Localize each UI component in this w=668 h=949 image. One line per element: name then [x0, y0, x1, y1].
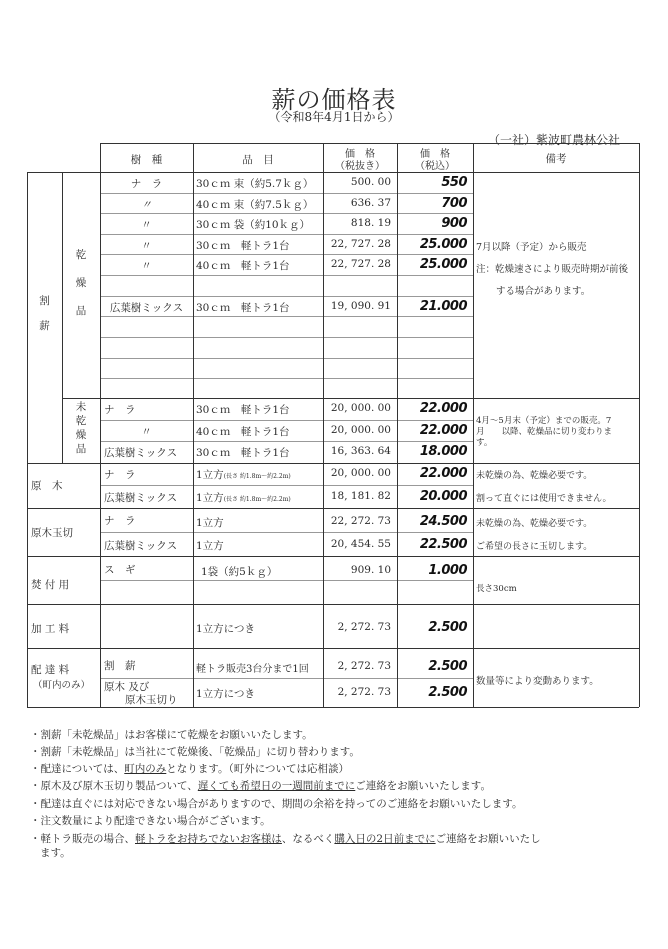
table-border-bottom — [27, 707, 639, 708]
cell-item: 1立方につき — [196, 623, 255, 635]
section-haitatsu-sub: （町内のみ） — [33, 680, 91, 691]
haitatsu-remark: 数量等により変動あります。 — [476, 676, 599, 687]
cell-species: 〃 — [141, 240, 152, 252]
section-divider — [27, 648, 639, 649]
note-text: ・割薪「未乾燥品」は当社にて乾燥後、「乾燥品」に切り替わります。 — [30, 746, 360, 758]
note-item — [30, 778, 491, 793]
cell-price-in: 2.500 — [428, 620, 467, 635]
cell-price-ex: 2, 272. 73 — [337, 660, 391, 672]
note-text: となります。（町外については応相談） — [166, 763, 349, 775]
row-line — [100, 678, 473, 679]
section-divider — [27, 508, 639, 509]
row-line — [100, 441, 473, 442]
section-undried-3: 燥 — [75, 429, 87, 441]
cell-price-in: 18.000 — [419, 444, 467, 459]
cell-price-ex: 22, 727. 28 — [330, 238, 391, 250]
cell-price-in: 2.500 — [428, 659, 467, 674]
undried-remark-2: 月 以降、乾燥品に切り変わりま — [476, 427, 613, 437]
cell-item: 40ｃｍ 軽トラ1台 — [196, 260, 290, 272]
cell-price-in: 900 — [441, 216, 467, 231]
note-text: ・原木及び原木玉切り製品ついて、 — [30, 780, 198, 792]
header-price-ex-1: 価 格 — [345, 149, 375, 160]
cell-item — [196, 490, 291, 505]
row-line — [100, 358, 473, 359]
note-item — [30, 796, 522, 811]
section-haitatsu: 配 達 料 — [31, 664, 70, 676]
row-line — [100, 532, 473, 533]
cell-price-in: 21.000 — [419, 299, 467, 314]
cell-price-ex: 16, 363. 64 — [330, 445, 391, 457]
cell-price-ex: 20, 000. 00 — [330, 402, 391, 414]
cell-item: 30ｃｍ 軽トラ1台 — [196, 404, 290, 416]
cell-price-ex: 2, 272. 73 — [337, 686, 391, 698]
section-undried-2: 乾 — [75, 415, 87, 427]
col-line — [473, 143, 474, 707]
cell-remark: 長さ30cm — [476, 584, 517, 594]
cell-item: 1袋（約5ｋｇ） — [201, 566, 278, 578]
cell-price-ex: 20, 454. 55 — [330, 538, 391, 550]
cell-species: ナ ラ — [104, 469, 136, 481]
section-divider — [27, 463, 639, 464]
cell-remark: 割って直ぐには使用できません。 — [476, 494, 612, 504]
table-border-left — [27, 172, 28, 707]
cell-price-in: 700 — [441, 196, 467, 211]
row-line — [100, 193, 473, 194]
dry-undried-divider — [62, 398, 639, 399]
cell-price-in: 550 — [441, 175, 467, 190]
cell-price-ex: 22, 727. 28 — [330, 258, 391, 270]
cell-item: 1立方 — [196, 540, 224, 552]
header-bottom-line — [27, 172, 639, 173]
cell-price-ex: 909. 10 — [350, 564, 391, 576]
note-underline: 軽トラをお持ちでないお客様は — [135, 833, 282, 845]
section-wari-2: 薪 — [39, 320, 50, 332]
cell-item-note: (長さ 約1.8m～約2.2m) — [223, 473, 291, 480]
section-kakou: 加 工 料 — [31, 623, 70, 635]
cell-price-in: 1.000 — [428, 563, 467, 578]
cell-species: 〃 — [141, 260, 152, 272]
note-text: ・割薪「未乾燥品」はお客様にて乾燥をお願いいたします。 — [30, 729, 313, 741]
cell-item: 軽トラ販売3台分まで1回 — [196, 664, 309, 675]
section-divider — [27, 604, 639, 605]
row-line — [100, 378, 473, 379]
cell-remark: 未乾燥の為、乾燥必要です。 — [476, 519, 593, 529]
row-line — [100, 316, 473, 317]
note-text: ・配達については、 — [30, 763, 125, 775]
section-takitsuke: 焚 付 用 — [31, 579, 70, 591]
row-line — [100, 213, 473, 214]
row-line — [100, 275, 473, 276]
page-subtitle: （令和8年4月1日から） — [268, 110, 400, 124]
cell-item-note: (長さ 約1.8m～約2.2m) — [223, 496, 291, 503]
organization-name: （一社）紫波町農林公社 — [488, 133, 621, 147]
cell-price-in: 24.500 — [419, 514, 467, 529]
note-text: ・配達は直ぐには対応できない場合がありますので、期間の余裕を持ってのご連絡をお願いいたします。 — [30, 798, 523, 810]
cell-price-ex: 20, 000. 00 — [330, 424, 391, 436]
cell-item: 1立方 — [196, 517, 224, 529]
cell-species-line2: 原木玉切り — [125, 694, 178, 706]
note-item — [30, 813, 271, 828]
cell-price-in: 22.500 — [419, 537, 467, 552]
cell-item: 40ｃｍ 束（約7.5ｋｇ） — [196, 199, 314, 211]
cell-item: 30ｃｍ 軽トラ1台 — [196, 447, 290, 459]
note-text: ・注文数量により配達できない場合がございます。 — [30, 815, 271, 827]
header-remarks: 備考 — [545, 153, 567, 165]
cell-price-ex: 19, 090. 91 — [330, 300, 391, 312]
header-price-in-2: （税込） — [415, 161, 455, 172]
section-dry-3: 品 — [75, 305, 87, 317]
cell-price-in: 22.000 — [419, 423, 467, 438]
note-item — [30, 831, 541, 846]
cell-species: 〃 — [141, 199, 152, 211]
note-underline: 遅くても希望日の一週間前までに — [197, 780, 356, 792]
undried-remark-1: 4月～5月末（予定）までの販売。7 — [476, 416, 612, 426]
cell-item: 40ｃｍ 軽トラ1台 — [196, 426, 290, 438]
row-line — [100, 580, 473, 581]
cell-item-main: 1立方 — [196, 492, 224, 504]
cell-item: 30ｃｍ 束（約5.7ｋｇ） — [196, 178, 314, 190]
cell-item: 30ｃｍ 軽トラ1台 — [196, 240, 290, 252]
header-price-ex-2: （税抜き） — [335, 161, 385, 172]
note-underline: 購入日の2日前までに — [334, 833, 436, 845]
header-species: 樹 種 — [130, 154, 163, 166]
cell-species: 割 薪 — [104, 660, 136, 672]
row-line — [100, 420, 473, 421]
cell-species: 〃 — [141, 219, 152, 231]
note-item — [30, 727, 313, 742]
cell-price-ex: 20, 000. 00 — [330, 467, 391, 479]
section-genboku: 原 木 — [31, 480, 63, 492]
page-title: 薪の価格表 — [271, 86, 397, 114]
row-line — [100, 234, 473, 235]
cell-species: 広葉樹ミックス — [109, 302, 184, 314]
cell-price-in: 22.000 — [419, 401, 467, 416]
undried-remark-3: す。 — [476, 438, 493, 448]
cell-remark: ご希望の長さに玉切します。 — [476, 542, 593, 552]
note-text: 、なるべく — [281, 833, 335, 845]
dry-remark-3: する場合があります。 — [496, 286, 591, 297]
cell-price-ex: 22, 272. 73 — [330, 515, 391, 527]
cell-species: 広葉樹ミックス — [104, 447, 178, 459]
note-item — [30, 744, 360, 759]
cell-item: 30ｃｍ 袋（約10ｋｇ） — [196, 219, 311, 231]
row-line — [100, 296, 473, 297]
cell-species: ナ ラ — [130, 178, 163, 190]
note-text: ご連絡をお願いいたします。 — [355, 780, 491, 792]
cell-species: ナ ラ — [104, 515, 136, 527]
cell-item: 1立方につき — [196, 688, 255, 700]
cell-remark: 未乾燥の為、乾燥必要です。 — [476, 471, 593, 481]
cell-item — [196, 467, 291, 482]
cell-item: 30ｃｍ 軽トラ1台 — [196, 302, 290, 314]
cell-species: 〃 — [141, 426, 152, 438]
cell-price-ex: 818. 19 — [350, 217, 391, 229]
cell-price-in: 2.500 — [428, 685, 467, 700]
cell-species: 広葉樹ミックス — [104, 492, 178, 504]
header-item: 品 目 — [242, 154, 274, 166]
cell-species: ナ ラ — [104, 404, 136, 416]
note-underline: 町内のみ — [124, 763, 167, 775]
section-undried-1: 未 — [75, 401, 87, 413]
section-dry-2: 燥 — [75, 277, 87, 289]
header-price-in-1: 価 格 — [420, 149, 450, 160]
section-dry-1: 乾 — [75, 249, 87, 261]
note-text: ご連絡をお願いいたし — [435, 833, 541, 845]
dry-remark-1: 7月以降（予定）から販売 — [476, 242, 587, 253]
note-text: ・軽トラ販売の場合、 — [30, 833, 135, 845]
cell-species: ス ギ — [104, 564, 136, 576]
section-wari-1: 割 — [39, 295, 50, 307]
cell-price-in: 22.000 — [419, 466, 467, 481]
row-line — [100, 337, 473, 338]
dry-remark-2: 注：乾燥速さにより販売時期が前後 — [476, 264, 629, 275]
cell-price-in: 25.000 — [419, 237, 467, 252]
cell-price-ex: 2, 272. 73 — [337, 621, 391, 633]
table-border-top — [100, 143, 639, 144]
cell-price-ex: 636. 37 — [350, 197, 391, 209]
row-line — [100, 254, 473, 255]
cell-species-line1: 原木 及び — [104, 681, 150, 693]
cell-price-ex: 500. 00 — [350, 176, 391, 188]
note-item-continued: ます。 — [40, 847, 71, 859]
table-border-right — [639, 143, 640, 707]
row-line — [100, 485, 473, 486]
cell-item-main: 1立方 — [196, 469, 224, 481]
cell-price-ex: 18, 181. 82 — [330, 490, 391, 502]
cell-price-in: 20.000 — [419, 489, 467, 504]
col-line — [193, 143, 194, 707]
cell-price-in: 25.000 — [419, 257, 467, 272]
section-divider — [27, 556, 639, 557]
note-item — [30, 761, 349, 776]
cell-species: 広葉樹ミックス — [104, 540, 178, 552]
section-undried-4: 品 — [75, 443, 87, 455]
section-tamagiri: 原木玉切 — [31, 527, 73, 539]
